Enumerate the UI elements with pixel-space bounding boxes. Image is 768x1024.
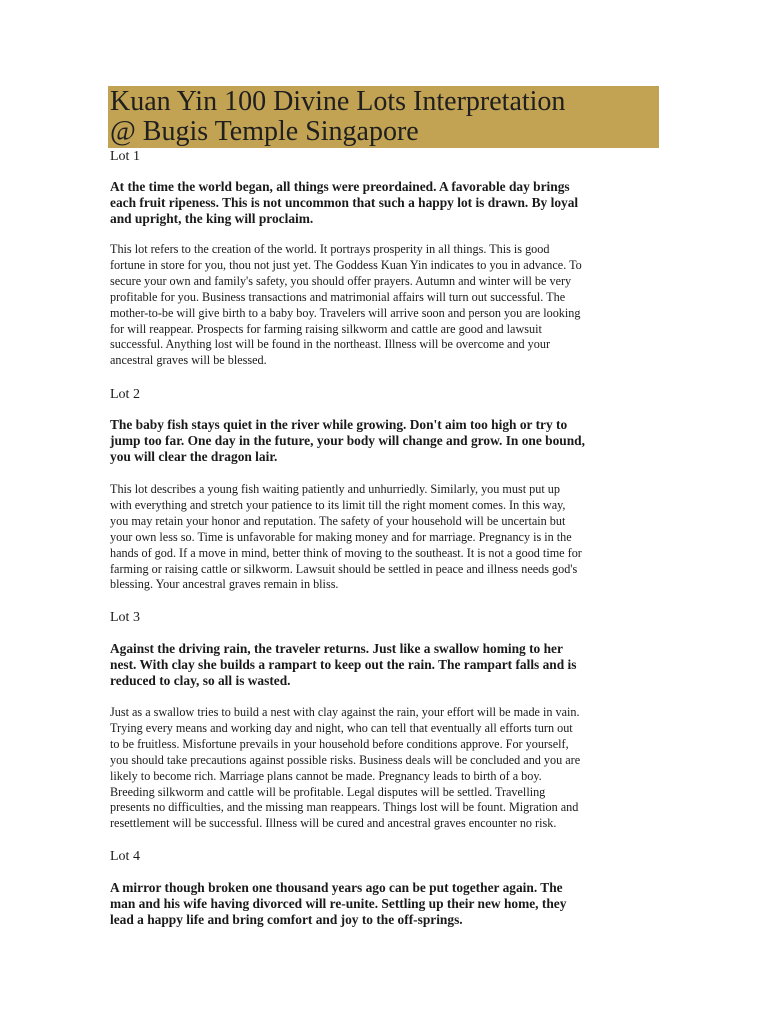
lot-2-body-line: your own less so. Time is unfavorable for making money and for marriage. Pregnancy is in the [110, 529, 572, 544]
lot-2-verse-line: jump too far. One day in the future, your body will change and grow. In one bound, [110, 433, 585, 448]
lot-1-body-line: ancestral graves will be blessed. [110, 353, 267, 368]
lot-1-interpretation [110, 242, 655, 369]
title-banner [108, 86, 659, 148]
lot-2-body-line: farming or raising cattle or silkworm. Lawsuit should be settled in peace and illness needs god's [110, 561, 578, 576]
lot-2-verse-line: The baby fish stays quiet in the river while growing. Don't aim too high or try to [110, 417, 568, 432]
lot-3-label: Lot 3 [110, 610, 140, 625]
lot-1-body-line: secure your own and family's safety, you should offer prayers. Autumn and winter will be very [110, 273, 572, 288]
lot-1-verse-line: At the time the world began, all things were preordained. A favorable day brings [110, 179, 570, 194]
lot-2-body-line: with everything and stretch your patience to its limit till the right moment comes. In this way, [110, 497, 566, 512]
lot-1-body-line: fortune in store for you, thou not just yet. The Goddess Kuan Yin indicates to you in advance. To [110, 257, 582, 272]
page-title-line-2: @ Bugis Temple Singapore [110, 116, 419, 147]
lot-1-body-line: profitable for you. Business transactions and matrimonial affairs will turn out successful. The [110, 289, 566, 304]
lot-3-interpretation [110, 705, 655, 832]
lot-4-verse [110, 880, 655, 928]
lot-3-body-line: Just as a swallow tries to build a nest with clay against the rain, your effort will be made in vain. [110, 705, 580, 719]
lot-3-body-line: likely to become rich. Marriage plans cannot be made. Pregnancy leads to birth of a boy. [110, 768, 542, 783]
lot-3-verse-line: Against the driving rain, the traveler returns. Just like a swallow homing to her [110, 641, 563, 656]
page-title-line-1: Kuan Yin 100 Divine Lots Interpretation [110, 86, 566, 117]
lot-3-verse-line: nest. With clay she builds a rampart to keep out the rain. The rampart falls and is [110, 657, 577, 672]
lot-4-verse-line: lead a happy life and bring comfort and joy to the off-springs. [110, 912, 463, 927]
lot-3-verse-line: reduced to clay, so all is wasted. [110, 673, 291, 688]
lot-1-body-line: This lot refers to the creation of the world. It portrays prosperity in all things. This is good [110, 242, 550, 256]
lot-2-body-line: blessing. Your ancestral graves remain in bliss. [110, 577, 339, 592]
lot-1-body-line: mother-to-be will give birth to a baby boy. Travelers will arrive soon and person you are looking [110, 305, 581, 320]
lot-2-body-line: This lot describes a young fish waiting patiently and unhurriedly. Similarly, you must put up [110, 482, 560, 496]
lot-1-verse-line: each fruit ripeness. This is not uncommon that such a happy lot is drawn. By loyal [110, 195, 579, 210]
lot-2-body-line: hands of god. If a move in mind, better think of moving to the southeast. It is not a good time for [110, 545, 582, 560]
lot-2-label: Lot 2 [110, 387, 140, 402]
lot-3-body-line: Breeding silkworm and cattle will be profitable. Legal disputes will be settled. Travelling [110, 784, 546, 799]
lot-1-verse-line: and upright, the king will proclaim. [110, 211, 314, 226]
lot-2-verse [110, 417, 655, 465]
lot-3-body-line: Trying every means and working day and night, who can tell that eventually all efforts turn out [110, 720, 573, 735]
lot-2-verse-line: you will clear the dragon lair. [110, 449, 278, 464]
lot-1-verse [110, 179, 655, 227]
lot-2-interpretation [110, 482, 655, 593]
lot-3-body-line: resettlement will be successful. Illness will be cured and ancestral graves encounter no risk. [110, 816, 557, 831]
lot-4-label: Lot 4 [110, 849, 140, 864]
lot-4-verse-line: man and his wife having divorced will re-unite. Settling up their new home, they [110, 896, 567, 911]
lot-1-label: Lot 1 [110, 149, 140, 164]
lot-4-verse-line: A mirror though broken one thousand years ago can be put together again. The [110, 880, 563, 895]
lot-3-verse [110, 641, 655, 689]
lot-3-body-line: presents no difficulties, and the missing man reappears. Things lost will be fount. Migration and [110, 800, 579, 815]
lot-2-body-line: you may retain your honor and reputation. The safety of your household will be uncertain but [110, 513, 566, 528]
lot-3-body-line: to be fruitless. Misfortune prevails in your household before conditions approve. For yourself, [110, 736, 569, 751]
lot-1-body-line: successful. Anything lost will be found in the northeast. Illness will be overcome and your [110, 337, 551, 352]
lot-3-body-line: you should take precautions against possible risks. Business deals will be concluded and you are [110, 752, 581, 767]
lot-1-body-line: for will reappear. Prospects for farming raising silkworm and cattle are good and lawsuit [110, 321, 542, 336]
